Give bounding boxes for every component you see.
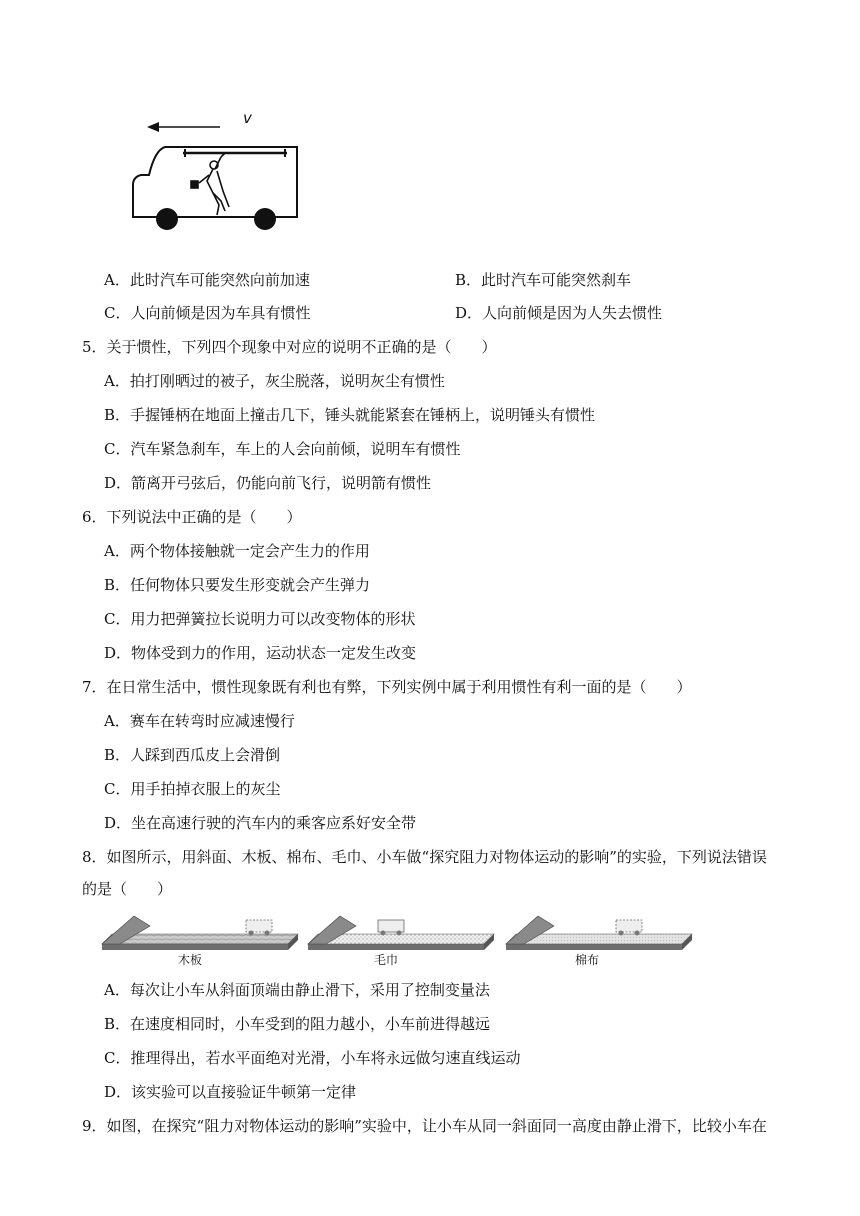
q8-option-a: A．每次让小车从斜面顶端由静止滑下，采用了控制变量法 [104, 981, 490, 999]
q8-option-d: D．该实验可以直接验证牛顿第一定律 [104, 1083, 357, 1101]
label-wood: 木板 [178, 953, 203, 967]
front-wheel [156, 208, 178, 230]
q7-option-d: D．坐在高速行驶的汽车内的乘客应系好安全带 [104, 814, 417, 832]
label-cloth: 棉布 [575, 953, 600, 967]
q5-option-d: D．箭离开弓弦后，仍能向前飞行，说明箭有惯性 [104, 474, 432, 492]
q5-stem: 5．关于惯性，下列四个现象中对应的说明不正确的是（ ） [82, 338, 497, 356]
q8-option-b: B．在速度相同时，小车受到的阻力越小，小车前进得越远 [104, 1015, 491, 1033]
q5-option-a: A．拍打刚晒过的被子，灰尘脱落，说明灰尘有惯性 [104, 372, 445, 390]
q9-stem-line1: 9．如图，在探究“阻力对物体运动的影响”实验中，让小车从同一斜面同一高度由静止滑下，比较小车在 [82, 1117, 767, 1135]
q4-option-d: D．人向前倾是因为人失去惯性 [455, 304, 663, 322]
bus-body [133, 147, 297, 217]
q5-option-c: C．汽车紧急刹车，车上的人会向前倾，说明车有惯性 [104, 440, 461, 458]
ramps-figure [98, 906, 698, 968]
q8-option-c: C．推理得出，若水平面绝对光滑，小车将永远做匀速直线运动 [104, 1049, 521, 1067]
q8-stem-line2: 的是（ ） [82, 880, 173, 898]
q5-option-b: B．手握锤柄在地面上撞击几下，锤头就能紧套在锤柄上，说明锤头有惯性 [104, 406, 596, 424]
q4-option-c: C．人向前倾是因为车具有惯性 [104, 304, 311, 322]
q7-stem: 7．在日常生活中，惯性现象既有利也有弊，下列实例中属于利用惯性有利一面的是（ ） [82, 678, 692, 696]
ramp-cloth [506, 916, 692, 950]
q6-option-d: D．物体受到力的作用，运动状态一定发生改变 [104, 644, 417, 662]
bus-figure [125, 105, 310, 235]
q4-option-a: A．此时汽车可能突然向前加速 [104, 271, 310, 289]
velocity-label: v [243, 109, 252, 127]
ramp-wood [102, 916, 298, 950]
ramp-towel [308, 916, 494, 950]
q6-option-a: A．两个物体接触就一定会产生力的作用 [104, 542, 370, 560]
q7-option-c: C．用手拍掉衣服上的灰尘 [104, 780, 281, 798]
rear-wheel [254, 208, 276, 230]
q8-stem-line1: 8．如图所示，用斜面、木板、棉布、毛巾、小车做“探究阻力对物体运动的影响”的实验，下列说法错误 [82, 848, 767, 866]
q6-stem: 6．下列说法中正确的是（ ） [82, 508, 302, 526]
velocity-arrowhead [147, 122, 159, 132]
q6-option-b: B．任何物体只要发生形变就会产生弹力 [104, 576, 371, 594]
q7-option-b: B．人踩到西瓜皮上会滑倒 [104, 746, 281, 764]
q7-option-a: A．赛车在转弯时应减速慢行 [104, 712, 295, 730]
label-towel: 毛巾 [374, 953, 399, 967]
q4-option-b: B．此时汽车可能突然刹车 [455, 271, 632, 289]
q6-option-c: C．用力把弹簧拉长说明力可以改变物体的形状 [104, 610, 416, 628]
